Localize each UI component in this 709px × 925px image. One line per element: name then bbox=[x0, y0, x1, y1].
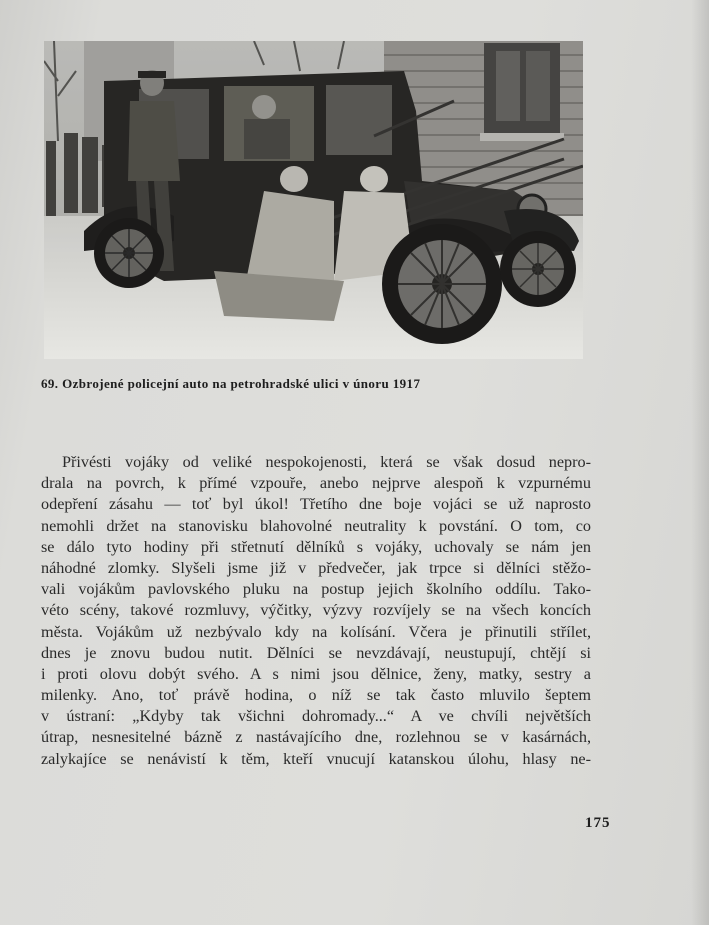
text-line: odepření zásahu — toť byl úkol! Třetího dne boje vojáci se už naprosto bbox=[41, 495, 591, 514]
figure-photo-armed-police-car bbox=[44, 41, 583, 359]
text-line: véto scény, takové rozmluvy, výčitky, výzvy rozvíjely se na všech koncích bbox=[41, 601, 591, 620]
text-line: milenky. Ano, toť právě hodina, o níž se tak často mluvilo šeptem bbox=[41, 686, 591, 705]
text-line: útrap, nesnesitelné bázně z nastávajícího dne, rozlehnou se v kasárnách, bbox=[41, 728, 591, 747]
text-line: drala na povrch, k přímé vzpouře, anebo nejprve alespoň k vzpurnému bbox=[41, 474, 591, 493]
text-line: dnes je znovu budou nutit. Dělníci se nevzdávají, neustupují, chtějí si bbox=[41, 643, 591, 662]
page-number: 175 bbox=[585, 815, 611, 831]
text-line: Přivésti vojáky od veliké nespokojenosti, která se však dosud nepro- bbox=[62, 453, 591, 471]
text-line: nemohli držet na stanovisku blahovolné neutrality k povstání. O tom, co bbox=[41, 516, 591, 535]
text-line: města. Vojákům už nezbývalo kdy na kolísání. Včera je přinutili střílet, bbox=[41, 622, 591, 641]
text-line: vali vojákům pavlovského pluku na postup jejich školního oddílu. Tako- bbox=[41, 580, 591, 599]
text-line: v ústraní: „Kdyby tak všichni dohromady...“ A ve chvíli největších bbox=[41, 707, 591, 726]
text-line: i proti olovu dobýt svého. A s nimi jsou dělnice, ženy, matky, sestry a bbox=[41, 664, 591, 683]
text-line: náhodné zlomky. Slyšeli jsme již v předvečer, jak trpce si dělníci stěžo- bbox=[41, 558, 591, 577]
body-paragraph bbox=[41, 452, 591, 770]
text-line: se dálo tyto hodiny při střetnutí dělníků s vojáky, uchovaly se nám jen bbox=[41, 537, 591, 556]
page-edge-shadow bbox=[691, 0, 709, 925]
text-line: zalykajíce se nenávistí k těm, kteří vnucují katanskou úlohu, hlasy ne- bbox=[41, 749, 591, 768]
figure-caption: 69. Ozbrojené policejní auto na petrohradské ulici v únoru 1917 bbox=[41, 376, 421, 391]
